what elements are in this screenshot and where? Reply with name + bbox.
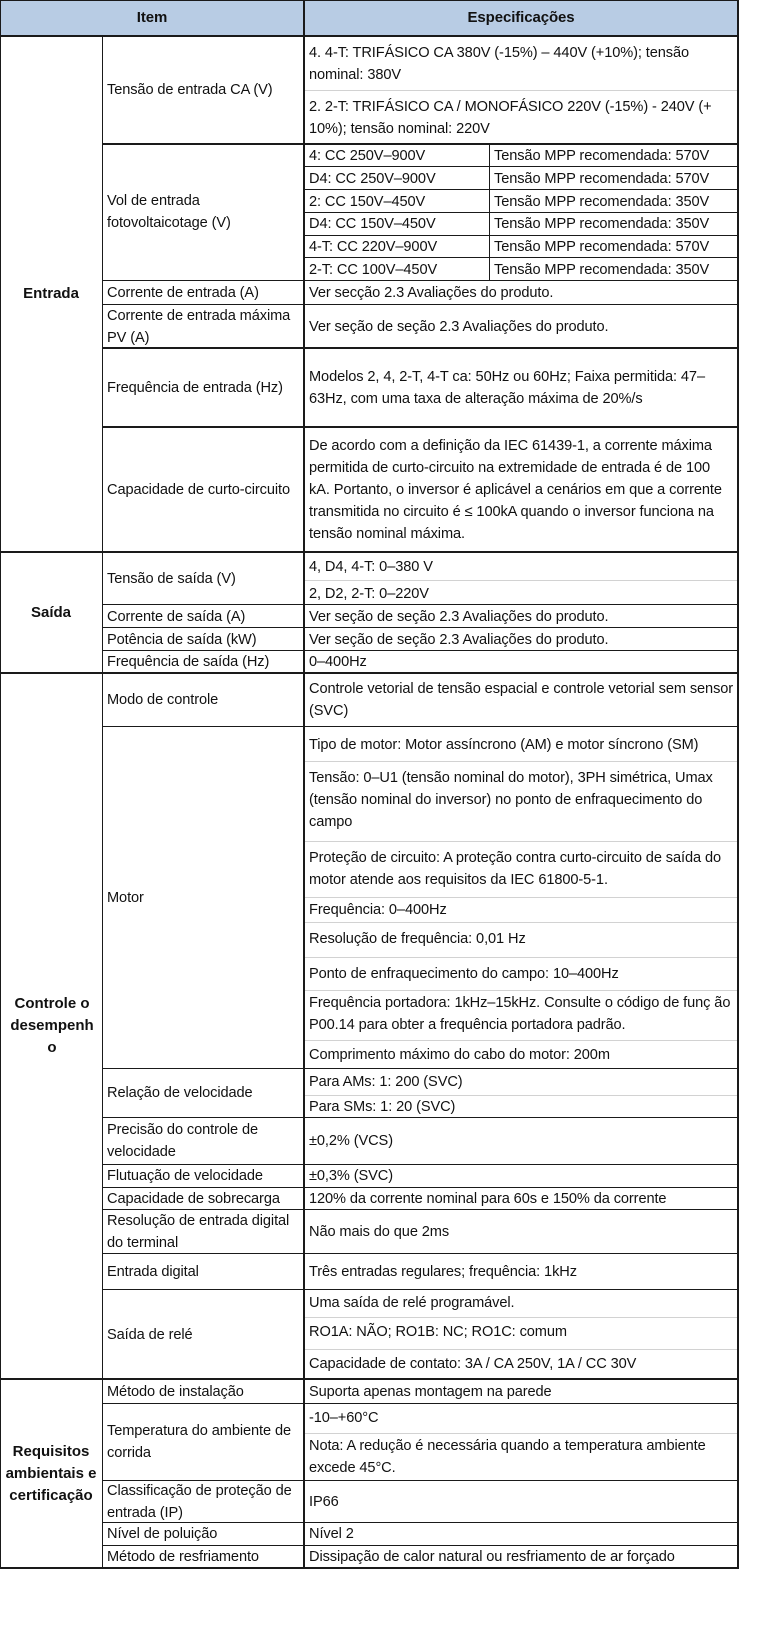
label-classificacao-ip: Classificação de proteção de entrada (IP) bbox=[107, 1483, 292, 1521]
spec-flutuacao-velocidade: ±0,3% (SVC) bbox=[309, 1168, 393, 1184]
spec-temperatura-nota: Nota: A redução é necessária quando a temperatura ambiente excede 45°C. bbox=[309, 1438, 706, 1476]
spec-motor-cabo: Comprimento máximo do cabo do motor: 200m bbox=[309, 1046, 610, 1063]
label-corrente-entrada-pv: Corrente de entrada máxima PV (A) bbox=[107, 307, 291, 346]
group-entrada: Entrada bbox=[23, 285, 79, 302]
spec-resolucao-entrada: Não mais do que 2ms bbox=[309, 1223, 450, 1240]
label-sobrecarga: Capacidade de sobrecarga bbox=[107, 1191, 280, 1207]
spec-tensao-ca-4: 4. 4-T: TRIFÁSICO CA 380V (-15%) – 440V (+10%); tensão nominal: 380V bbox=[309, 45, 690, 83]
pv-range-4: D4: CC 150V–450V bbox=[309, 216, 436, 232]
label-metodo-instalacao: Método de instalação bbox=[107, 1383, 244, 1400]
group-saida: Saída bbox=[30, 603, 72, 621]
spec-corrente-entrada-pv: Ver seção de seção 2.3 Avaliações do produto. bbox=[309, 318, 609, 335]
spec-nivel-poluicao: Nível 2 bbox=[309, 1526, 354, 1542]
group-controle: Controle o desempenh o bbox=[10, 995, 94, 1056]
divider bbox=[304, 922, 738, 923]
spec-modo-controle: Controle vetorial de tensão espacial e controle vetorial sem sensor (SVC) bbox=[309, 680, 734, 719]
divider bbox=[304, 90, 738, 91]
spec-tensao-saida-2: 2, D2, 2-T: 0–220V bbox=[309, 585, 429, 602]
pv-mpp-3: Tensão MPP recomendada: 350V bbox=[494, 193, 710, 210]
spec-motor-tipo: Tipo de motor: Motor assíncrono (AM) e motor síncrono (SM) bbox=[309, 737, 699, 753]
label-tensao-saida: Tensão de saída (V) bbox=[107, 570, 236, 587]
label-temperatura: Temperatura do ambiente de corrida bbox=[107, 1423, 291, 1461]
divider bbox=[304, 1349, 738, 1350]
pv-mpp-5: Tensão MPP recomendada: 570V bbox=[494, 238, 710, 255]
spec-resfriamento: Dissipação de calor natural ou resfriamento de ar forçado bbox=[309, 1549, 675, 1565]
divider bbox=[304, 580, 738, 581]
pv-range-1: 4: CC 250V–900V bbox=[309, 147, 426, 164]
label-nivel-poluicao: Nível de poluição bbox=[107, 1526, 218, 1542]
header-item: Item bbox=[136, 9, 168, 26]
spec-tensao-saida-4: 4, D4, 4-T: 0–380 V bbox=[309, 559, 433, 575]
label-saida-rele: Saída de relé bbox=[107, 1326, 193, 1343]
divider bbox=[304, 1040, 738, 1041]
spec-sobrecarga: 120% da corrente nominal para 60s e 150% da corrente bbox=[309, 1191, 667, 1207]
spec-potencia-saida: Ver seção de seção 2.3 Avaliações do produto. bbox=[309, 631, 609, 648]
pv-range-2: D4: CC 250V–900V bbox=[309, 170, 436, 187]
spec-relacao-sm: Para SMs: 1: 20 (SVC) bbox=[309, 1099, 456, 1115]
spec-frequencia-saida: 0–400Hz bbox=[309, 654, 367, 670]
spec-motor-portadora: Frequência portadora: 1kHz–15kHz. Consulte o código de funç ão P00.14 para obter a frequência portadora padrão. bbox=[309, 995, 731, 1033]
header-specifications: Especificações bbox=[467, 9, 575, 26]
label-resolucao-entrada: Resolução de entrada digital do terminal bbox=[107, 1212, 290, 1251]
label-motor: Motor bbox=[107, 889, 144, 906]
pv-mpp-6: Tensão MPP recomendada: 350V bbox=[494, 261, 710, 278]
label-resfriamento: Método de resfriamento bbox=[107, 1549, 259, 1565]
divider bbox=[304, 897, 738, 898]
divider bbox=[304, 1317, 738, 1318]
spec-corrente-entrada: Ver secção 2.3 Avaliações do produto. bbox=[309, 285, 554, 301]
spec-frequencia-entrada: Modelos 2, 4, 2-T, 4-T ca: 50Hz ou 60Hz; Faixa permitida: 47–63Hz, com uma taxa de alteração máxima de 20%/s bbox=[309, 368, 705, 407]
pv-mpp-1: Tensão MPP recomendada: 570V bbox=[494, 147, 710, 164]
spec-temperatura-faixa: -10–+60°C bbox=[309, 1410, 379, 1426]
label-frequencia-saida: Frequência de saída (Hz) bbox=[107, 654, 270, 670]
spec-motor-frequencia: Frequência: 0–400Hz bbox=[309, 902, 447, 918]
label-precisao-velocidade: Precisão do controle de velocidade bbox=[107, 1122, 259, 1160]
label-corrente-entrada: Corrente de entrada (A) bbox=[107, 285, 259, 301]
spec-classificacao-ip: IP66 bbox=[309, 1494, 339, 1510]
spec-motor-protecao: Proteção de circuito: A proteção contra curto-circuito de saída do motor atende aos requisitos da IEC 61800-5-1. bbox=[309, 850, 721, 888]
spec-rele-2: RO1A: NÃO; RO1B: NC; RO1C: comum bbox=[309, 1324, 567, 1340]
divider bbox=[304, 841, 738, 842]
label-relacao-velocidade: Relação de velocidade bbox=[107, 1085, 253, 1101]
spec-curto-circuito: De acordo com a definição da IEC 61439-1, a corrente máxima permitida de curto-circuito na extremidade de entrada é de 100 kA. Portanto, o inversor é aplicável a cenários em que a corrente transmitida no circuito é ≤ 100kA quando o inversor funciona na tensão nominal máxima. bbox=[309, 437, 722, 542]
pv-mpp-2: Tensão MPP recomendada: 570V bbox=[494, 170, 710, 187]
spec-rele-3: Capacidade de contato: 3A / CA 250V, 1A / CC 30V bbox=[309, 1356, 637, 1372]
spec-rele-1: Uma saída de relé programável. bbox=[309, 1295, 515, 1311]
label-flutuacao-velocidade: Flutuação de velocidade bbox=[107, 1168, 263, 1184]
spec-motor-enfraquecimento: Ponto de enfraquecimento do campo: 10–400Hz bbox=[309, 966, 619, 982]
label-modo-controle: Modo de controle bbox=[107, 691, 219, 708]
spec-precisao-velocidade: ±0,2% (VCS) bbox=[309, 1133, 393, 1149]
spec-metodo-instalacao: Suporta apenas montagem na parede bbox=[309, 1383, 552, 1400]
group-requisitos: Requisitos ambientais e certificação bbox=[5, 1442, 97, 1504]
spec-entrada-digital: Três entradas regulares; frequência: 1kHz bbox=[309, 1263, 577, 1280]
pv-mpp-4: Tensão MPP recomendada: 350V bbox=[494, 216, 710, 232]
label-potencia-saida: Potência de saída (kW) bbox=[107, 631, 257, 648]
spec-motor-tensao: Tensão: 0–U1 (tensão nominal do motor), 3PH simétrica, Umax (tensão nominal do inversor) no ponto de enfraquecimento do campo bbox=[309, 769, 713, 830]
spec-tensao-ca-2: 2. 2-T: TRIFÁSICO CA / MONOFÁSICO 220V (-15%) - 240V (+ 10%); tensão nominal: 220V bbox=[309, 99, 712, 137]
pv-range-6: 2-T: CC 100V–450V bbox=[309, 261, 438, 278]
divider bbox=[304, 1433, 738, 1434]
spec-motor-resolucao: Resolução de frequência: 0,01 Hz bbox=[309, 931, 526, 947]
label-entrada-digital: Entrada digital bbox=[107, 1263, 199, 1280]
divider bbox=[304, 957, 738, 958]
pv-range-3: 2: CC 150V–450V bbox=[309, 193, 426, 210]
divider bbox=[304, 761, 738, 762]
spec-corrente-saida: Ver seção de seção 2.3 Avaliações do produto. bbox=[309, 608, 609, 625]
pv-range-5: 4-T: CC 220V–900V bbox=[309, 238, 438, 255]
label-corrente-saida: Corrente de saída (A) bbox=[107, 608, 246, 625]
label-pv-input-voltage: Vol de entrada fotovoltaicotage (V) bbox=[107, 193, 231, 231]
label-curto-circuito: Capacidade de curto-circuito bbox=[107, 481, 290, 498]
label-tensao-entrada-ca: Tensão de entrada CA (V) bbox=[107, 82, 273, 98]
label-frequencia-entrada: Frequência de entrada (Hz) bbox=[107, 379, 283, 396]
spec-relacao-am: Para AMs: 1: 200 (SVC) bbox=[309, 1074, 463, 1090]
